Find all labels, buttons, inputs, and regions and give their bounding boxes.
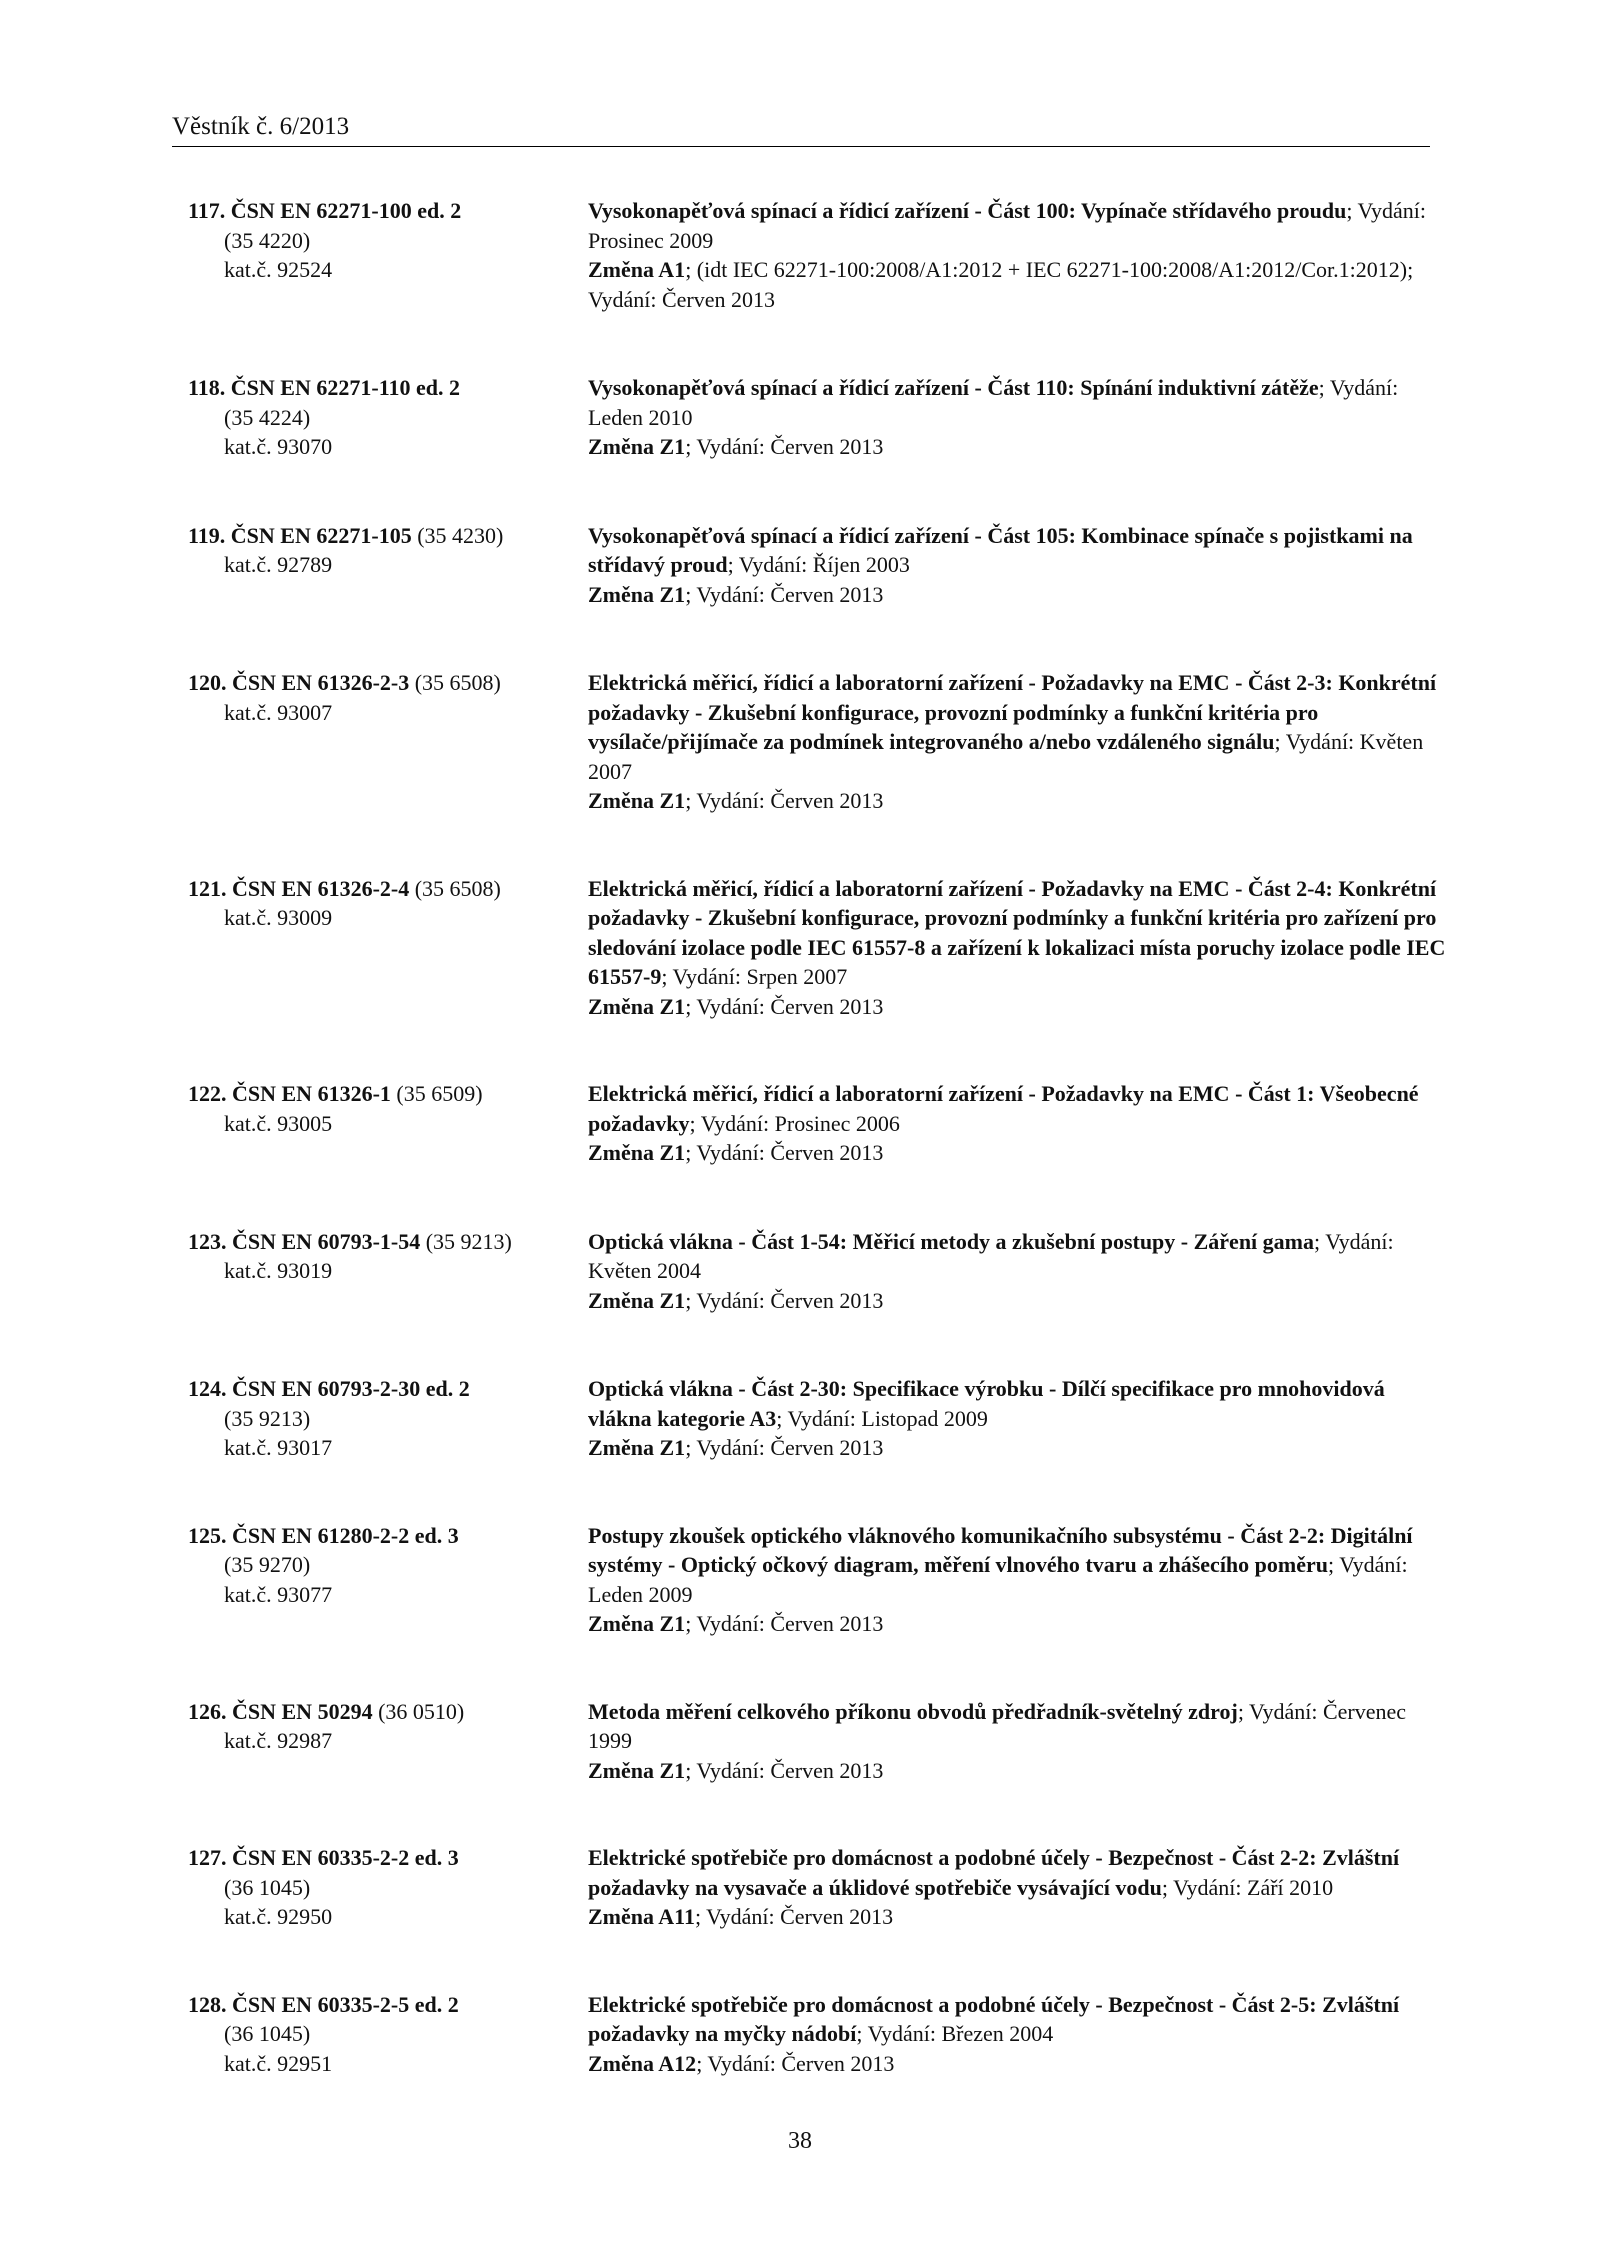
catalog-number: kat.č. 93009 (224, 905, 333, 930)
entry-code-line (188, 1697, 588, 1727)
standard-code: ČSN EN 60793-2-30 ed. 2 (232, 1376, 470, 1401)
standard-class-code: (35 6508) (409, 670, 501, 695)
entry-title-line (588, 1079, 1448, 1138)
entry-number: 119. (188, 522, 226, 548)
entry-identifier (188, 1079, 588, 1168)
entry-number: 123. (188, 1228, 227, 1254)
entry-identifier (188, 1374, 588, 1463)
entry-identifier (188, 1227, 588, 1316)
amendment-line (588, 1902, 1448, 1932)
entry-number: 121. (188, 875, 227, 901)
standard-entry (188, 1227, 1448, 1316)
standard-code: ČSN EN 62271-100 ed. 2 (230, 198, 462, 223)
entry-title-line (588, 874, 1448, 992)
standards-list (188, 196, 1448, 2078)
entry-number: 117. (188, 198, 226, 223)
issue-date: ; Vydání: Prosinec 2006 (689, 1110, 900, 1136)
standard-title: Optická vlákna - Část 2-30: Specifikace výrobku - Dílčí specifikace pro mnohovidová vlákna kategorie A3 (588, 1376, 1385, 1431)
standard-class-code: (35 9213) (420, 1228, 512, 1254)
standard-title: Elektrická měřicí, řídicí a laboratorní zařízení - Požadavky na EMC - Část 2-4: Konkrétní požadavky - Zkušební konfigurace, provozní podmínky a funkční kritéria pro zařízení pro sledování izolace podle IEC 61557-8 a zařízení k lokalizaci místa poruchy izolace podle IEC 61557-9 (588, 875, 1446, 989)
entry-title-line (588, 1697, 1448, 1756)
catalog-number: kat.č. 93070 (224, 434, 333, 459)
amendment-label: Změna Z1 (588, 1611, 686, 1636)
catalog-number: kat.č. 92950 (224, 1904, 333, 1929)
amendment-details: ; Vydání: Červen 2013 (685, 1287, 884, 1313)
standard-code: ČSN EN 60793-1-54 (232, 1228, 421, 1254)
entry-identifier (188, 196, 588, 314)
entry-title-line (588, 521, 1448, 580)
catalog-number: kat.č. 93019 (224, 1258, 333, 1283)
amendment-details: ; Vydání: Červen 2013 (685, 434, 884, 459)
amendment-line (588, 1433, 1448, 1463)
standard-entry (188, 521, 1448, 610)
standard-entry (188, 1697, 1448, 1786)
standard-entry (188, 1990, 1448, 2079)
entry-title-line (588, 1374, 1448, 1433)
page-header (172, 112, 1430, 147)
entry-code-line (188, 196, 588, 226)
amendment-details: ; Vydání: Červen 2013 (685, 1611, 884, 1636)
entry-description (588, 1990, 1448, 2079)
entry-description (588, 668, 1448, 816)
entry-description (588, 1843, 1448, 1932)
entry-code-line (188, 1521, 588, 1551)
entry-code-line (188, 1374, 588, 1404)
amendment-label: Změna Z1 (588, 1140, 686, 1165)
entry-description (588, 1079, 1448, 1168)
standard-entry (188, 874, 1448, 1022)
class-code: (35 4220) (224, 227, 311, 253)
standard-entry (188, 1843, 1448, 1932)
standard-title: Vysokonapěťová spínací a řídicí zařízení - Část 100: Vypínače střídavého proudu (588, 198, 1347, 223)
entry-description (588, 1697, 1448, 1786)
issue-date: ; Vydání: Květen 2004 (588, 1228, 1394, 1283)
standard-title: Elektrická měřicí, řídicí a laboratorní zařízení - Požadavky na EMC - Část 1: Všeobecné požadavky (588, 1081, 1419, 1136)
page-number: 38 (788, 2128, 812, 2154)
standard-title: Metoda měření celkového příkonu obvodů předřadník-světelný zdroj (588, 1698, 1238, 1724)
standard-entry (188, 373, 1448, 462)
entry-identifier (188, 373, 588, 462)
standard-entry (188, 1374, 1448, 1463)
amendment-details: ; Vydání: Červen 2013 (685, 788, 884, 813)
entry-code-line (188, 1843, 588, 1873)
issue-date: ; Vydání: Září 2010 (1161, 1874, 1334, 1900)
entry-code-line (188, 668, 588, 698)
standard-class-code: (35 6509) (390, 1081, 483, 1106)
entry-code-line (188, 1079, 588, 1109)
catalog-number: kat.č. 92789 (224, 552, 333, 577)
entry-code-line (188, 1227, 588, 1257)
class-code: (36 1045) (224, 1874, 311, 1900)
entry-code-line (188, 874, 588, 904)
amendment-details: ; (idt IEC 62271-100:2008/A1:2012 + IEC 62271-100:2008/A1:2012/Cor.1:2012); Vydání: Červen 2013 (588, 257, 1414, 312)
entry-code-line (188, 373, 588, 403)
standard-entry (188, 1079, 1448, 1168)
standard-code: ČSN EN 62271-110 ed. 2 (230, 375, 460, 400)
entry-description (588, 196, 1448, 314)
issue-date: ; Vydání: Listopad 2009 (776, 1405, 988, 1431)
amendment-label: Změna Z1 (588, 434, 686, 459)
issue-date: ; Vydání: Srpen 2007 (661, 964, 848, 989)
amendment-label: Změna A12 (588, 2050, 697, 2076)
issue-date: ; Vydání: Říjen 2003 (727, 552, 910, 577)
standard-code: ČSN EN 61326-2-3 (232, 670, 410, 695)
standard-class-code: (35 4230) (411, 522, 504, 548)
entry-title-line (588, 668, 1448, 786)
amendment-label: Změna Z1 (588, 1435, 686, 1460)
catalog-number: kat.č. 93005 (224, 1110, 333, 1136)
catalog-number: kat.č. 93017 (224, 1435, 333, 1460)
standard-code: ČSN EN 60335-2-2 ed. 3 (232, 1845, 459, 1870)
amendment-line (588, 992, 1448, 1022)
catalog-number: kat.č. 92987 (224, 1728, 333, 1753)
entry-identifier (188, 1990, 588, 2079)
issue-date: ; Vydání: Leden 2009 (588, 1552, 1408, 1607)
entry-number: 125. (188, 1522, 227, 1548)
amendment-label: Změna Z1 (588, 1287, 686, 1313)
standard-code: ČSN EN 60335-2-5 ed. 2 (232, 1991, 459, 2017)
entry-title-line (588, 1227, 1448, 1286)
entry-title-line (588, 1521, 1448, 1610)
entry-number: 122. (188, 1081, 227, 1106)
amendment-line (588, 786, 1448, 816)
amendment-details: ; Vydání: Červen 2013 (685, 993, 884, 1019)
catalog-number: kat.č. 92951 (224, 2050, 333, 2076)
issue-date: ; Vydání: Březen 2004 (856, 2021, 1054, 2046)
standard-title: Elektrické spotřebiče pro domácnost a podobné účely - Bezpečnost - Část 2-2: Zvláštní požadavky na vysavače a úklidové spotřebiče vysávající vodu (588, 1845, 1400, 1900)
entry-number: 126. (188, 1698, 227, 1724)
catalog-number: kat.č. 92524 (224, 257, 333, 282)
entry-number: 124. (188, 1376, 227, 1401)
amendment-details: ; Vydání: Červen 2013 (685, 1140, 884, 1165)
standard-title: Elektrická měřicí, řídicí a laboratorní zařízení - Požadavky na EMC - Část 2-3: Konkrétní požadavky - Zkušební konfigurace, provozní podmínky a funkční kritéria pro vysílače/přijímače za podmínek integrovaného a/nebo vzdáleného signálu (588, 670, 1437, 754)
amendment-label: Změna Z1 (588, 993, 686, 1019)
standard-code: ČSN EN 62271-105 (230, 522, 412, 548)
standard-title: Postupy zkoušek optického vláknového komunikačního subsystému - Část 2-2: Digitální systémy - Optický očkový diagram, měření vlnového tvaru a zhášecího poměru (588, 1522, 1413, 1577)
standard-title: Vysokonapěťová spínací a řídicí zařízení - Část 105: Kombinace spínače s pojistkami na střídavý proud (588, 522, 1413, 577)
class-code: (35 4224) (224, 404, 311, 430)
amendment-details: ; Vydání: Červen 2013 (685, 1435, 884, 1460)
standard-title: Elektrické spotřebiče pro domácnost a podobné účely - Bezpečnost - Část 2-5: Zvláštní požadavky na myčky nádobí (588, 1991, 1400, 2046)
entry-title-line (588, 373, 1448, 432)
issue-date: ; Vydání: Prosinec 2009 (588, 198, 1426, 253)
entry-description (588, 521, 1448, 610)
amendment-line (588, 432, 1448, 462)
entry-description (588, 1374, 1448, 1463)
amendment-label: Změna Z1 (588, 788, 686, 813)
amendment-line (588, 1609, 1448, 1639)
entry-identifier (188, 874, 588, 1022)
class-code: (36 1045) (224, 2021, 311, 2046)
entry-code-line (188, 1990, 588, 2020)
amendment-line (588, 580, 1448, 610)
issue-date: ; Vydání: Leden 2010 (588, 375, 1399, 430)
amendment-label: Změna A1 (588, 257, 686, 282)
entry-title-line (588, 1843, 1448, 1902)
amendment-line (588, 1756, 1448, 1786)
standard-code: ČSN EN 61280-2-2 ed. 3 (232, 1522, 459, 1548)
entry-number: 128. (188, 1991, 227, 2017)
entry-identifier (188, 1697, 588, 1786)
entry-identifier (188, 1843, 588, 1932)
catalog-number: kat.č. 93007 (224, 699, 333, 725)
entry-number: 120. (188, 670, 227, 695)
entry-number: 127. (188, 1845, 227, 1870)
entry-title-line (588, 196, 1448, 255)
standard-class-code: (35 6508) (409, 875, 501, 901)
standard-entry (188, 668, 1448, 816)
entry-description (588, 1521, 1448, 1639)
entry-identifier (188, 521, 588, 610)
standard-entry (188, 196, 1448, 314)
entry-code-line (188, 521, 588, 551)
standard-code: ČSN EN 61326-2-4 (232, 875, 410, 901)
entry-identifier (188, 1521, 588, 1639)
amendment-label: Změna Z1 (588, 581, 686, 607)
entry-identifier (188, 668, 588, 816)
standard-title: Optická vlákna - Část 1-54: Měřicí metody a zkušební postupy - Záření gama (588, 1228, 1314, 1254)
standard-code: ČSN EN 50294 (232, 1698, 373, 1724)
amendment-line (588, 2049, 1448, 2079)
amendment-details: ; Vydání: Červen 2013 (685, 581, 884, 607)
standard-code: ČSN EN 61326-1 (232, 1081, 391, 1106)
entry-description (588, 373, 1448, 462)
entry-number: 118. (188, 375, 226, 400)
amendment-details: ; Vydání: Červen 2013 (694, 1904, 894, 1929)
standard-class-code: (36 0510) (372, 1698, 465, 1724)
amendment-line (588, 255, 1448, 314)
amendment-details: ; Vydání: Červen 2013 (696, 2050, 895, 2076)
amendment-line (588, 1138, 1448, 1168)
amendment-line (588, 1286, 1448, 1316)
class-code: (35 9270) (224, 1552, 311, 1577)
entry-description (588, 874, 1448, 1022)
journal-title: Věstník č. 6/2013 (172, 113, 350, 140)
amendment-details: ; Vydání: Červen 2013 (685, 1757, 884, 1783)
entry-title-line (588, 1990, 1448, 2049)
amendment-label: Změna A11 (588, 1904, 695, 1929)
catalog-number: kat.č. 93077 (224, 1581, 333, 1607)
issue-date: ; Vydání: Červenec 1999 (588, 1698, 1407, 1753)
standard-title: Vysokonapěťová spínací a řídicí zařízení - Část 110: Spínání induktivní zátěže (588, 375, 1319, 400)
amendment-label: Změna Z1 (588, 1757, 686, 1783)
entry-description (588, 1227, 1448, 1316)
issue-date: ; Vydání: Květen 2007 (588, 729, 1424, 784)
class-code: (35 9213) (224, 1405, 311, 1431)
standard-entry (188, 1521, 1448, 1639)
